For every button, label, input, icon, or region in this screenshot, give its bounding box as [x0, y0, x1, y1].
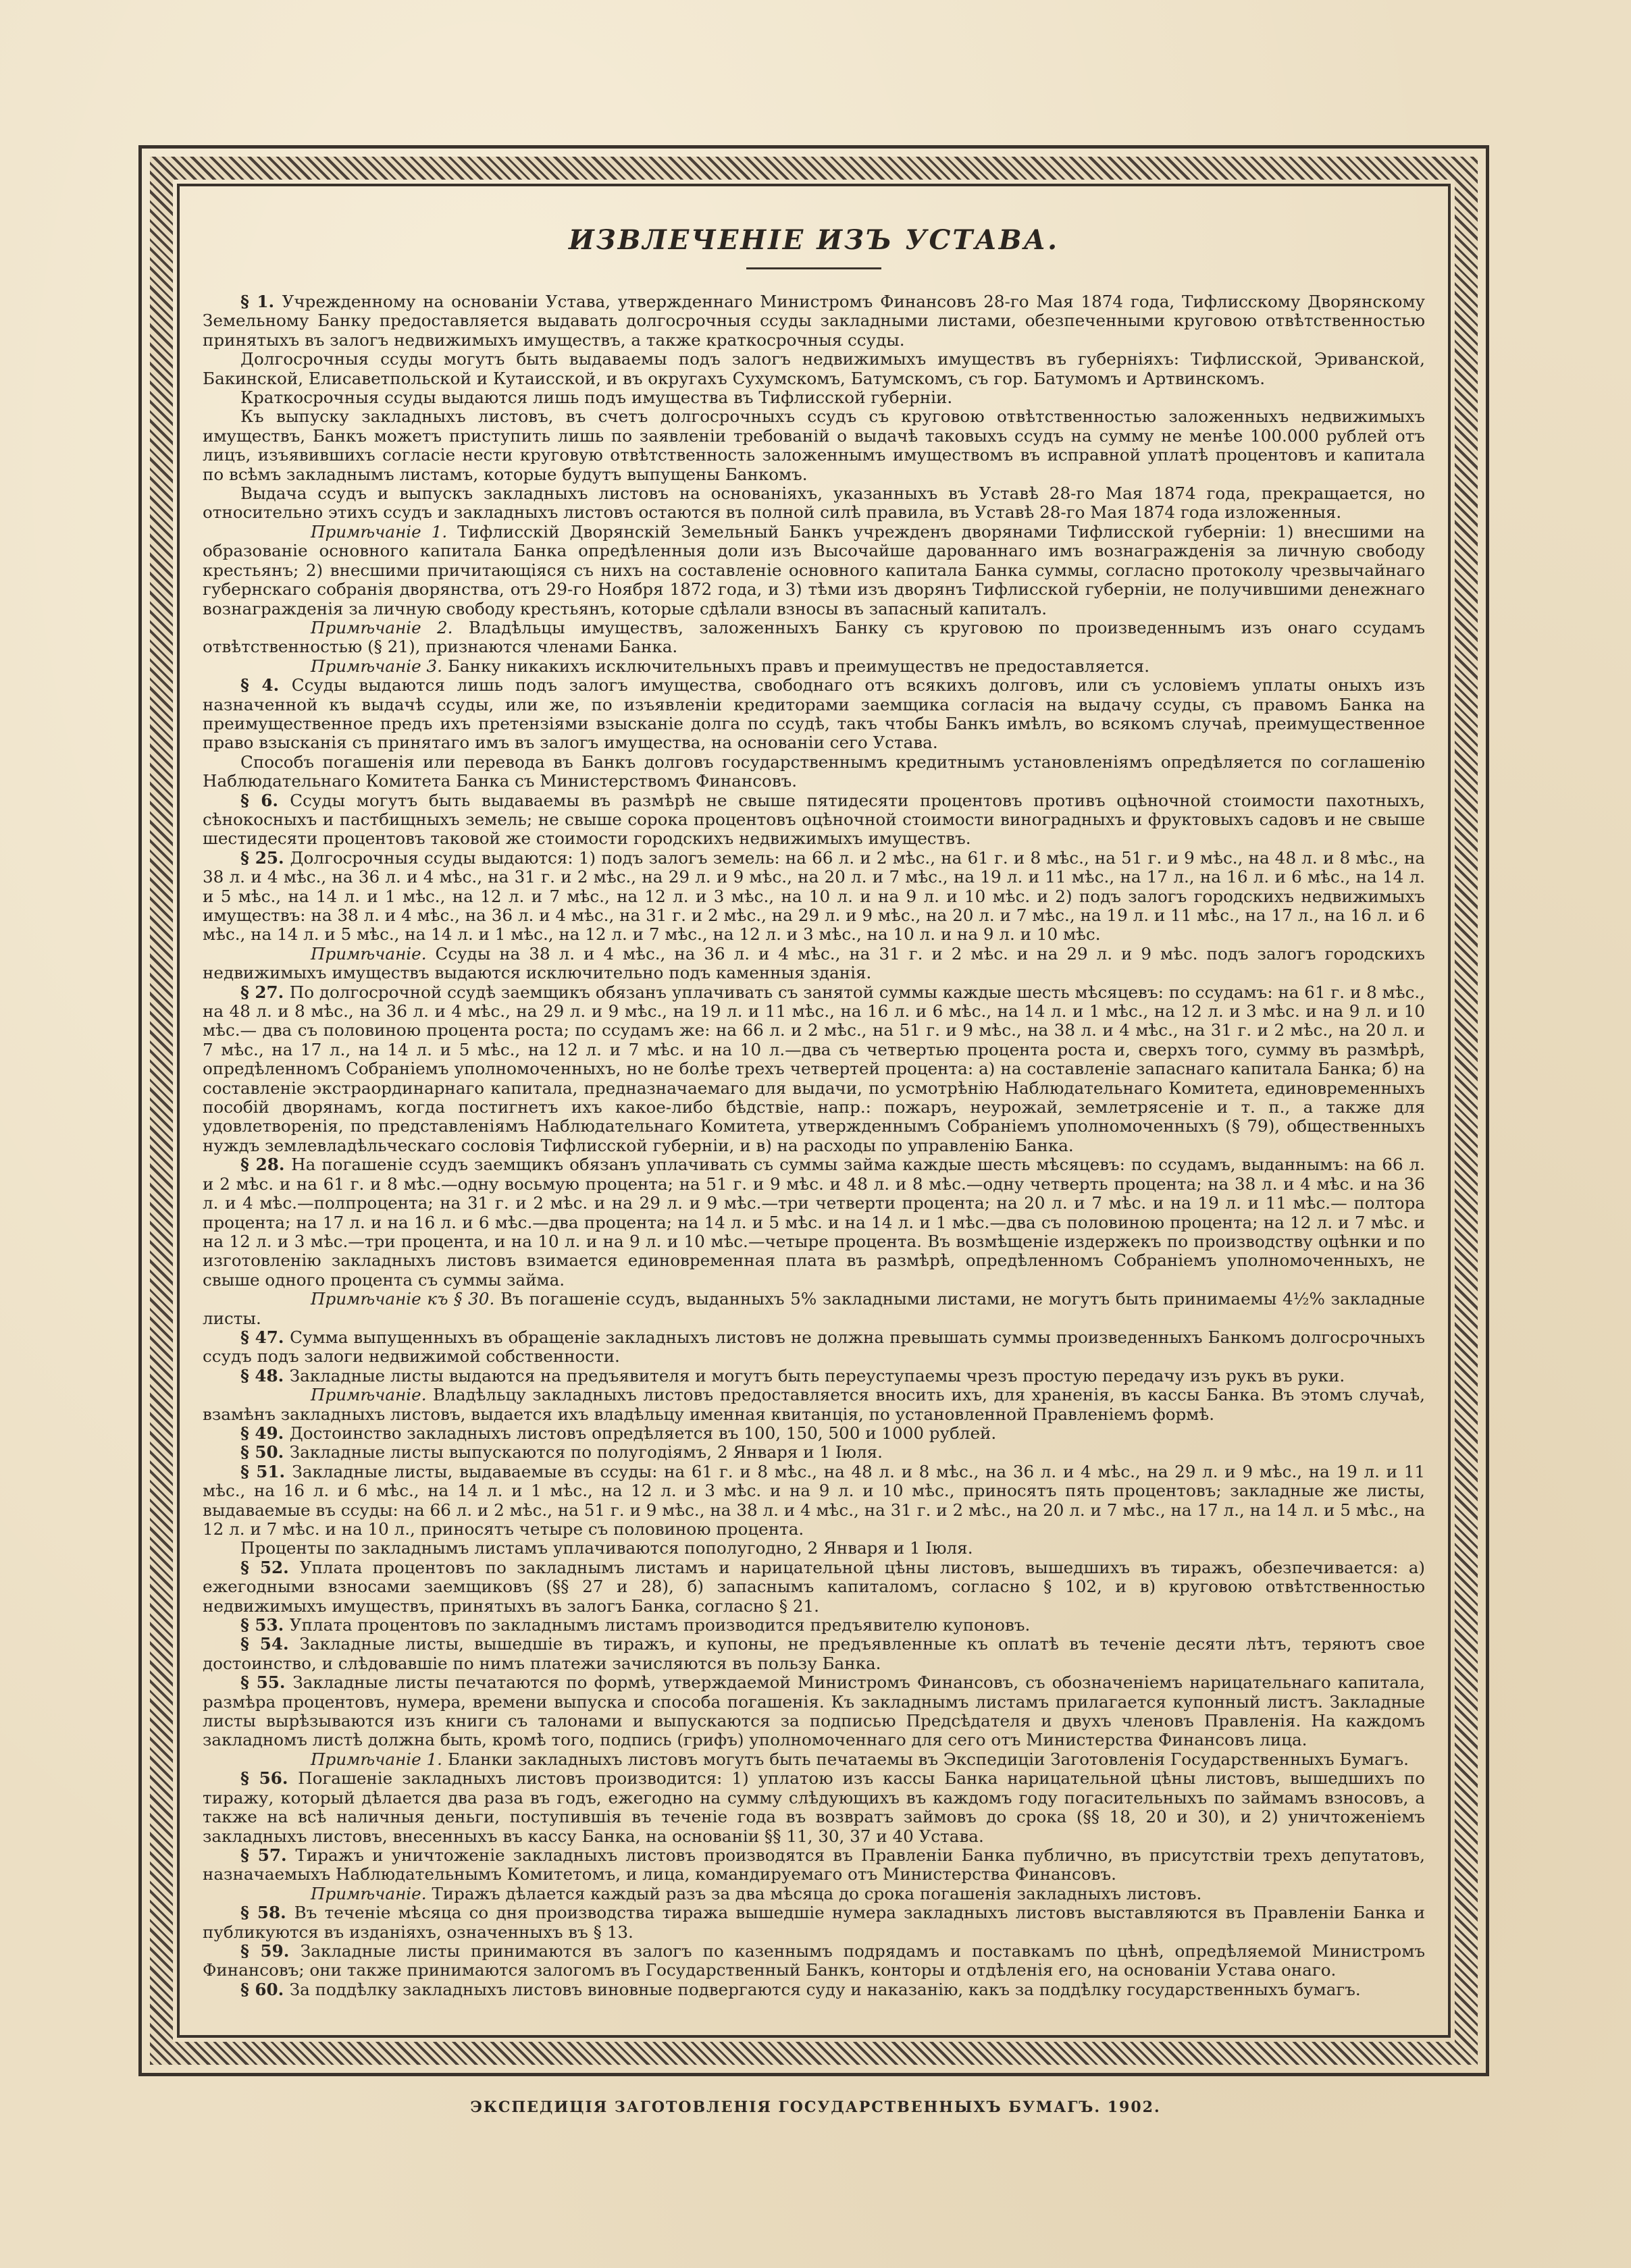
note-paragraph [203, 523, 1425, 618]
paragraphs [203, 292, 1425, 1999]
statute-paragraph [203, 676, 1425, 753]
section-number: § 54. [240, 1634, 300, 1654]
note-label: Примѣчаніе 1. [311, 1749, 448, 1769]
paragraph-text: На погашеніе ссудъ заемщикъ обязанъ уплачивать съ суммы займа каждые шесть мѣсяцевъ: по ссудамъ, выданнымъ: на 66 л. и 2 мѣс. и на 61 г. и 8 мѣс.—одну восьмую процента; на 51 г. и 9 мѣс. и 48 л. и 8 мѣс.—одну четверть процента; на 38 л. и 4 мѣс. и на 36 л. и 4 мѣс.—полпроцента; на 31 г. и 2 мѣс. и на 29 л. и 9 мѣс.—три четверти процента; на 20 л. и 7 мѣс. и на 19 л. и 11 мѣс.— полтора процента; на 17 л. и на 16 л. и 6 мѣс.—два процента; на 14 л. и 5 мѣс. и на 14 л. и 1 мѣс.—два съ половиною процента; на 12 л. и 7 мѣс. и на 12 л. и 3 мѣс.—три процента, и на 10 л. и на 9 л. и 10 мѣс.—четыре процента. Въ возмѣщеніе издержекъ по производству оцѣнки и по изготовленію закладныхъ листовъ взимается единовременная плата въ размѣрѣ, опредѣленномъ Собраніемъ уполномоченныхъ, не свыше одного процента съ суммы займа. [203, 1155, 1425, 1290]
paragraph-text: Въ теченіе мѣсяца со дня производства тиража вышедшіе нумера закладныхъ листовъ выставляются въ Правленіи Банка и публикуются въ изданіяхъ, означенныхъ въ § 13. [203, 1903, 1425, 1942]
paragraph-text: Выдача ссудъ и выпускъ закладныхъ листовъ на основаніяхъ, указанныхъ въ Уставѣ 28-го Мая 1874 года, прекращается, но относительно этихъ ссудъ и закладныхъ листовъ остаются въ полной силѣ правила, въ Уставѣ 28-го Мая 1874 года изложенныя. [203, 483, 1425, 523]
note-label: Примѣчаніе. [311, 1883, 432, 1903]
paragraph-text: Долгосрочныя ссуды могутъ быть выдаваемы подъ залогъ недвижимыхъ имуществъ въ губерніяхъ: Тифлисской, Эриванской, Бакинской, Елисаветпольской и Кутаисской, и въ округахъ Сухумскомъ, Батумскомъ, съ гор. Батумомъ и Артвинскомъ. [203, 349, 1425, 388]
paragraph-text: Сумма выпущенныхъ въ обращеніе закладныхъ листовъ не должна превышать суммы произведенныхъ Банкомъ долгосрочныхъ ссудъ подъ залоги недвижимой собственности. [203, 1327, 1425, 1367]
statute-paragraph [203, 1942, 1425, 1980]
paragraph-text: Ссуды могутъ быть выдаваемы въ размѣрѣ не свыше пятидесяти процентовъ противъ оцѣночной стоимости пахотныхъ, сѣнокосныхъ и пастбищныхъ земель; не свыше сорока процентовъ оцѣночной стоимости виноградныхъ и фруктовыхъ садовъ и не свыше шестидесяти процентовъ таковой же стоимости городскихъ недвижимыхъ имуществъ. [203, 790, 1425, 849]
note-paragraph [203, 1290, 1425, 1328]
note-paragraph [203, 618, 1425, 657]
note-paragraph [203, 1884, 1425, 1903]
statute-paragraph [203, 753, 1425, 791]
paragraph-text: Способъ погашенія или перевода въ Банкъ долговъ государственнымъ кредитнымъ установленіямъ опредѣляется по соглашенію Наблюдательнаго Комитета Банка съ Министерствомъ Финансовъ. [203, 751, 1425, 791]
paragraph-text: Банку никакихъ исключительныхъ правъ и преимуществъ не предоставляется. [447, 656, 1150, 676]
note-paragraph [203, 945, 1425, 983]
statute-paragraph [203, 1155, 1425, 1290]
note-label: Примѣчаніе 2. [311, 617, 469, 637]
paragraph-text: Уплата процентовъ по закладнымъ листамъ и нарицательной цѣны листовъ, вышедшихъ въ тиражъ, обезпечивается: а) ежегодными взносами заемщиковъ (§§ 27 и 28), б) запаснымъ капиталомъ, согласно § 102, и в) круговою отвѣтственностью недвижимыхъ имуществъ, принятыхъ въ залогъ Банка, согласно § 21. [203, 1557, 1425, 1616]
section-number: § 28. [240, 1155, 292, 1175]
statute-paragraph [203, 484, 1425, 523]
note-label: Примѣчаніе къ § 30. [311, 1289, 500, 1309]
paragraph-text: Къ выпуску закладныхъ листовъ, въ счетъ долгосрочныхъ ссудъ съ круговою отвѣтственностью заложенныхъ недвижимыхъ имуществъ, Банкъ можетъ приступить лишь по заявленіи требованій о выдачѣ таковыхъ ссудъ на сумму не менѣе 100.000 рублей отъ лицъ, изъявившихъ согласіе нести круговую отвѣтственность заложеннымъ имуществомъ въ исправной уплатѣ процентовъ и капитала по всѣмъ закладнымъ листамъ, которые будутъ выпущены Банкомъ. [203, 406, 1425, 484]
paragraph-text: Тифлисскій Дворянскій Земельный Банкъ учрежденъ дворянами Тифлисской губерніи: 1) внесшими на образованіе основного капитала Банка опредѣленныя доли изъ Высочайше дарованнаго имъ вознагражденія за личную свободу крестьянъ; 2) внесшими причитающіяся съ нихъ на составленіе основного капитала Банка суммы, согласно протоколу чрезвычайнаго губернскаго собранія дворянства, отъ 29-го Ноября 1872 года, и 3) тѣми изъ дворянъ Тифлисской губерніи, не получившими денежнаго вознагражденія за личную свободу крестьянъ, которые сдѣлали взносы въ запасный капиталъ. [203, 521, 1425, 618]
paragraph-text: Въ погашеніе ссудъ, выданныхъ 5% закладными листами, не могутъ быть принимаемы 4½% закладные листы. [203, 1289, 1425, 1328]
section-number: § 59. [240, 1941, 301, 1961]
section-number: § 51. [240, 1461, 292, 1481]
statute-paragraph [203, 791, 1425, 849]
statute-paragraph [203, 407, 1425, 484]
paragraph-text: Закладные листы принимаются въ залогъ по казеннымъ подрядамъ и поставкамъ по цѣнѣ, опредѣляемой Министромъ Финансовъ; они также принимаются залогомъ въ Государственный Банкъ, конторы и отдѣленія его, на основаніи Устава онаго. [203, 1941, 1425, 1980]
paragraph-text: Закладные листы выпускаются по полугодіямъ, 2 Января и 1 Іюля. [289, 1442, 883, 1462]
section-number: § 56. [240, 1768, 299, 1789]
paragraph-text: Ссуды на 38 л. и 4 мѣс., на 36 л. и 4 мѣс., на 31 г. и 2 мѣс. и на 29 л. и 9 мѣс. подъ залогъ городскихъ недвижимыхъ имуществъ выдаются исключительно подъ каменныя зданія. [203, 943, 1425, 983]
section-number: § 1. [240, 292, 282, 311]
title-rule [746, 267, 881, 269]
statute-paragraph [203, 1769, 1425, 1846]
statute-paragraph [203, 1462, 1425, 1539]
paragraph-text: Владѣльцу закладныхъ листовъ предоставляется вносить ихъ, для храненія, въ кассы Банка. Въ этомъ случаѣ, взамѣнъ закладныхъ листовъ, выдается ихъ владѣльцу именная квитанція, по установленной Правленіемъ формѣ. [203, 1385, 1425, 1424]
document-title: ИЗВЛЕЧЕНІЕ ИЗЪ УСТАВА. [568, 224, 1060, 256]
paragraph-text: Тиражъ и уничтоженіе закладныхъ листовъ производятся въ Правленіи Банка публично, въ присутствіи трехъ депутатовъ, назначаемыхъ Наблюдательнымъ Комитетомъ, и лица, командируемаго отъ Министерства Финансовъ. [203, 1845, 1425, 1884]
section-number: § 58. [240, 1903, 294, 1923]
statute-paragraph [203, 849, 1425, 945]
paragraph-text: Закладные листы, выдаваемые въ ссуды: на 61 г. и 8 мѣс., на 48 л. и 8 мѣс., на 36 л. и 4 мѣс., на 29 л. и 9 мѣс., на 19 л. и 11 мѣс., на 16 л. и 6 мѣс., на 14 л. и 1 мѣс., на 12 л. и 3 мѣс. и на 9 л. и 10 мѣс., приносятъ пять процентовъ; закладные же листы, выдаваемые въ ссуды: на 66 л. и 2 мѣс., на 51 г. и 9 мѣс., на 38 л. и 4 мѣс., на 31 г. и 2 мѣс., на 20 л. и 7 мѣс., на 17 л., на 14 л. и 5 мѣс., на 12 л. и 7 мѣс. и на 10 л., приносятъ четыре съ половиною процента. [203, 1461, 1425, 1539]
statute-paragraph [203, 1367, 1425, 1386]
section-number: § 52. [240, 1557, 300, 1577]
paragraph-text: Краткосрочныя ссуды выдаются лишь подъ имущества въ Тифлисской губерніи. [240, 388, 953, 408]
note-label: Примѣчаніе. [311, 1385, 434, 1405]
section-number: § 48. [240, 1365, 290, 1386]
paragraph-text: Закладные листы печатаются по формѣ, утверждаемой Министромъ Финансовъ, съ обозначеніемъ нарицательнаго капитала, размѣра процентовъ, нумера, времени выпуска и способа погашенія. Къ закладнымъ листамъ прилагается купонный листъ. Закладные листы вырѣзываются изъ книги съ талонами и выпускаются за подписью Предсѣдателя и двухъ членовъ Правленія. На каждомъ закладномъ листѣ должна быть, кромѣ того, подпись (грифъ) уполномоченнаго для сего отъ Министерства Финансовъ лица. [203, 1672, 1425, 1750]
statute-paragraph [203, 350, 1425, 388]
statute-paragraph [203, 983, 1425, 1156]
paragraph-text: Тиражъ дѣлается каждый разъ за два мѣсяца до срока погашенія закладныхъ листовъ. [432, 1883, 1202, 1903]
section-number: § 4. [240, 675, 292, 695]
statute-paragraph [203, 1616, 1425, 1635]
statute-paragraph [203, 1980, 1425, 1999]
statute-paragraph [203, 1558, 1425, 1616]
paragraph-text: Ссуды выдаются лишь подъ залогъ имущества, свободнаго отъ всякихъ долговъ, или съ условіемъ уплаты оныхъ изъ назначенной къ выдачѣ ссуды, или же, по изъявленіи кредиторами заемщика согласія на выдачу ссуды, съ правомъ Банка на преимущественное предъ ихъ претензіями взысканіе долга по ссудѣ, такъ чтобы Банкъ имѣлъ, во всякомъ случаѣ, преимущественное право взысканія съ принятаго имъ въ залогъ имущества, на основаніи сего Устава. [203, 675, 1425, 753]
paragraph-text: По долгосрочной ссудѣ заемщикъ обязанъ уплачивать съ занятой суммы каждые шесть мѣсяцевъ: по ссудамъ: на 61 г. и 8 мѣс., на 48 л. и 8 мѣс., на 36 л. и 4 мѣс., на 29 л. и 9 мѣс., на 19 л. и 11 мѣс., на 16 л. и 6 мѣс., на 14 л. и 1 мѣс., на 12 л. и 3 мѣс. и на 9 л. и 10 мѣс.— два съ половиною процента роста; по ссудамъ же: на 66 л. и 2 мѣс., на 51 г. и 9 мѣс., на 38 л. и 4 мѣс., на 31 г. и 2 мѣс., на 20 л. и 7 мѣс., на 17 л., на 14 л. и 5 мѣс., на 12 л. и 7 мѣс. и на 10 л.—два съ четвертью процента роста и, сверхъ того, сумму въ размѣрѣ, опредѣленномъ Собраніемъ уполномоченныхъ, но не болѣе трехъ четвертей процента: а) на составленіе запаснаго капитала Банка; б) на составленіе экстраординарнаго капитала, предназначаемаго для выдачи, по усмотрѣнію Наблюдательнаго Комитета, единовременныхъ пособій дворянамъ, когда постигнетъ ихъ какое-либо бѣдствіе, напр.: пожаръ, неурожай, землетрясеніе и т. п., а также для удовлетворенія, по представленіямъ Наблюдательнаго Комитета, утвержденнымъ Собраніемъ уполномоченныхъ (§ 79), общественныхъ нуждъ землевладѣльческаго сословія Тифлисской губерніи, и в) на расходы по управленію Банка. [203, 982, 1425, 1155]
section-number: § 49. [240, 1423, 290, 1443]
paragraph-text: Владѣльцы имуществъ, заложенныхъ Банку съ круговою по произведеннымъ изъ онаго ссудамъ отвѣтственностью (§ 21), признаются членами Банка. [203, 617, 1425, 657]
paragraph-text: Бланки закладныхъ листовъ могутъ быть печатаемы въ Экспедиціи Заготовленія Государственныхъ Бумагъ. [447, 1749, 1409, 1769]
paragraph-text: Достоинство закладныхъ листовъ опредѣляется въ 100, 150, 500 и 1000 рублей. [289, 1423, 997, 1443]
paragraph-text: За поддѣлку закладныхъ листовъ виновные подвергаются суду и наказанію, какъ за поддѣлку государственныхъ бумагъ. [289, 1979, 1361, 1999]
paragraph-text: Долгосрочныя ссуды выдаются: 1) подъ залогъ земель: на 66 л. и 2 мѣс., на 61 г. и 8 мѣс., на 51 г. и 9 мѣс., на 48 л. и 8 мѣс., на 38 л. и 4 мѣс., на 36 л. и 4 мѣс., на 31 г. и 2 мѣс., на 29 л. и 9 мѣс., на 20 л. и 7 мѣс., на 19 л. и 11 мѣс., на 17 л., на 16 л. и 6 мѣс., на 14 л. и 5 мѣс., на 14 л. и 1 мѣс., на 12 л. и 7 мѣс., на 12 л. и 3 мѣс., на 10 л. и на 9 л. и 10 мѣс. и 2) подъ залогъ городскихъ недвижимыхъ имуществъ: на 38 л. и 4 мѣс., на 36 л. и 4 мѣс., на 31 г. и 2 мѣс., на 29 л. и 9 мѣс., на 20 л. и 7 мѣс., на 19 л. и 11 мѣс., на 17 л., на 16 л. и 6 мѣс., на 14 л. и 5 мѣс., на 14 л. и 1 мѣс., на 12 л. и 7 мѣс., на 12 л. и 3 мѣс., на 10 л. и на 9 л. и 10 мѣс. [203, 847, 1425, 945]
paragraph-text: Проценты по закладнымъ листамъ уплачиваются пополугодно, 2 Января и 1 Іюля. [240, 1538, 973, 1558]
statute-paragraph [203, 1328, 1425, 1367]
paragraph-text: Погашеніе закладныхъ листовъ производится: 1) уплатою изъ кассы Банка нарицательной цѣны листовъ, вышедшихъ по тиражу, который дѣлается два раза въ годъ, ежегодно на сумму слѣдующихъ въ каждомъ году погасительныхъ по займамъ взносовъ, а также на всѣ наличныя деньги, поступившія въ теченіе года въ возвратъ займовъ до срока (§§ 18, 20 и 30), и 2) уничтоженіемъ закладныхъ листовъ, внесенныхъ въ кассу Банка, на основаніи §§ 11, 30, 37 и 40 Устава. [203, 1768, 1425, 1846]
statute-paragraph [203, 1443, 1425, 1462]
statute-paragraph [203, 1424, 1425, 1443]
paragraph-text: Закладные листы, вышедшіе въ тиражъ, и купоны, не предъявленные къ оплатѣ въ теченіе десяти лѣтъ, теряютъ свое достоинство, и слѣдовавшіе по нимъ платежи зачисляются въ пользу Банка. [203, 1634, 1425, 1673]
section-number: § 6. [240, 790, 290, 810]
statute-paragraph [203, 1673, 1425, 1750]
printer-imprint: ЭКСПЕДИЦІЯ ЗАГОТОВЛЕНІЯ ГОСУДАРСТВЕННЫХЪ БУМАГЪ. 1902. [470, 2099, 1161, 2116]
statute-paragraph [203, 292, 1425, 350]
note-label: Примѣчаніе. [311, 943, 436, 964]
note-paragraph [203, 657, 1425, 676]
note-label: Примѣчаніе 1. [311, 521, 458, 542]
note-paragraph [203, 1750, 1425, 1769]
note-paragraph [203, 1386, 1425, 1424]
statute-paragraph [203, 1903, 1425, 1942]
section-number: § 47. [240, 1327, 290, 1347]
statute-paragraph [203, 1846, 1425, 1884]
section-number: § 60. [240, 1979, 290, 1999]
statute-paragraph [203, 1635, 1425, 1673]
paragraph-text: Закладные листы выдаются на предъявителя и могутъ быть переуступаемы чрезъ простую передачу изъ рукъ въ руки. [289, 1365, 1345, 1386]
section-number: § 55. [240, 1672, 293, 1693]
section-number: § 27. [240, 982, 290, 1002]
paragraph-text: Уплата процентовъ по закладнымъ листамъ производится предъявителю купоновъ. [289, 1615, 1031, 1635]
paragraph-text: Учрежденному на основаніи Устава, утвержденнаго Министромъ Финансовъ 28-го Мая 1874 года, Тифлисскому Дворянскому Земельному Банку предоставляется выдавать долгосрочныя ссуды закладными листами, обезпеченными круговою отвѣтственностью принятыхъ въ залогъ недвижимыхъ имуществъ, а также краткосрочныя ссуды. [203, 292, 1425, 350]
section-number: § 53. [240, 1615, 290, 1635]
section-number: § 50. [240, 1442, 290, 1462]
statute-paragraph [203, 1539, 1425, 1558]
section-number: § 57. [240, 1845, 296, 1865]
statute-text [203, 223, 1425, 2019]
section-number: § 25. [240, 847, 290, 868]
note-label: Примѣчаніе 3. [311, 656, 448, 676]
statute-paragraph [203, 388, 1425, 407]
